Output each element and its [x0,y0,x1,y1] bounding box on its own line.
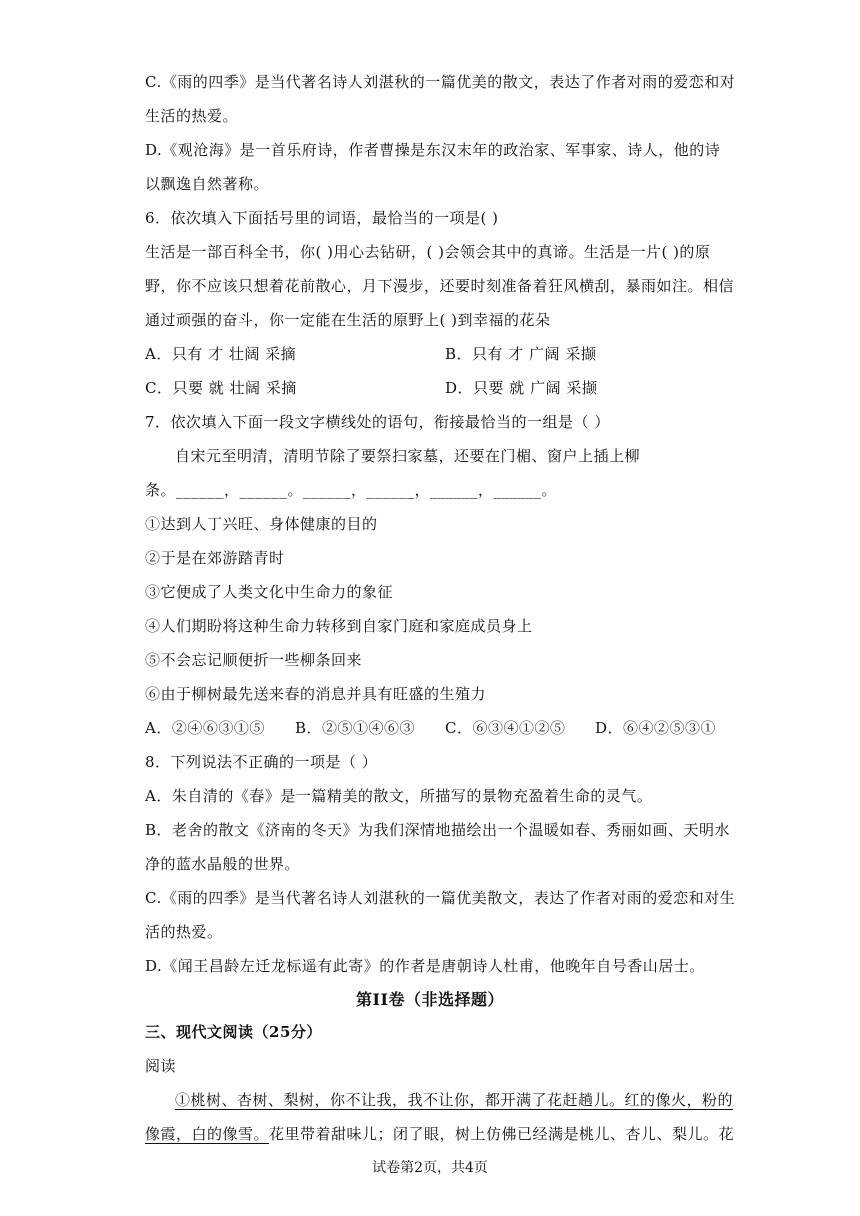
q6-option-c: C．只要 就 壮阔 采摘 [145,379,297,397]
q7-passage-line1: 自宋元至明清，清明节除了要祭扫家墓，还要在门楣、窗户上插上柳 [175,447,641,465]
q5-option-c-line2: 生活的热爱。 [145,107,239,125]
section-heading: 三、现代文阅读（25分） [145,1023,322,1041]
q6-option-a: A．只有 才 壮阔 采摘 [145,345,297,363]
q8-option-b-line1: B．老舍的散文《济南的冬天》为我们深情地描绘出一个温暖如春、秀丽如画、天明水 [145,821,731,839]
q7-option-b: B．②⑤①④⑥③ [295,719,416,737]
q6-passage-line1: 生活是一部百科全书，你( )用心去钻研，( )会领会其中的真谛。生活是一片( )的原 [145,243,711,261]
q8-option-d: D.《闻王昌龄左迁龙标遥有此寄》的作者是唐朝诗人杜甫，他晚年自号香山居士。 [145,957,705,975]
reading-para1-line1 [175,1090,734,1110]
q7-sentence-4: ④人们期盼将这种生命力转移到自家门庭和家庭成员身上 [145,617,533,635]
q8-option-c-line2: 活的热爱。 [145,923,223,941]
q7-passage-line2: 条。______，______。______，______，______，______。 [145,481,558,499]
q8-option-c-line1: C.《雨的四季》是当代著名诗人刘湛秋的一篇优美散文，表达了作者对雨的爱恋和对生 [145,889,736,907]
q8-option-b-line2: 净的蓝水晶般的世界。 [145,855,301,873]
part2-title: 第II卷（非选择题） [356,990,504,1009]
q7-option-a: A．②④⑥③①⑤ [145,719,265,737]
q6-option-b: B．只有 才 广阔 采撷 [445,345,597,363]
q7-sentence-6: ⑥由于柳树最先送来春的消息并具有旺盛的生殖力 [145,685,487,703]
q8-option-a: A．朱自清的《春》是一篇精美的散文，所描写的景物充盈着生命的灵气。 [145,787,653,805]
read-label: 阅读 [145,1057,177,1075]
q6-option-d: D．只要 就 广阔 采撷 [445,379,598,397]
q7-option-c: C．⑥③④①②⑤ [445,719,566,737]
reading-para1-line2 [145,1124,735,1144]
q7-sentence-1: ①达到人丁兴旺、身体健康的目的 [145,515,378,533]
q6-stem: 6．依次填入下面括号里的词语，最恰当的一项是( ) [145,209,499,227]
q7-sentence-2: ②于是在郊游踏青时 [145,549,285,567]
reading-underlined-text: ①桃树、杏树、梨树，你不让我，我不让你，都开满了花赶趟儿。红的像火，粉的 [175,1091,734,1109]
q8-stem: 8．下列说法不正确的一项是（ ） [145,753,378,771]
q5-option-d-line1: D.《观沧海》是一首乐府诗，作者曹操是东汉末年的政治家、军事家、诗人，他的诗 [145,141,721,159]
reading-underlined-text-2: 像霞，白的像雪。 [145,1125,270,1143]
q5-option-d-line2: 以飘逸自然著称。 [145,175,270,193]
q7-option-d: D．⑥④②⑤③① [595,719,717,737]
page-footer: 试卷第2页，共4页 [372,1160,488,1176]
q5-option-c-line1: C.《雨的四季》是当代著名诗人刘湛秋的一篇优美的散文，表达了作者对雨的爱恋和对 [145,73,736,91]
q6-passage-line3: 通过顽强的奋斗，你一定能在生活的原野上( )到幸福的花朵 [145,311,551,329]
q7-sentence-5: ⑤不会忘记顺便折一些柳条回来 [145,651,363,669]
reading-text: 花里带着甜味儿；闭了眼，树上仿佛已经满是桃儿、杏儿、梨儿。花 [269,1125,735,1143]
q7-sentence-3: ③它便成了人类文化中生命力的象征 [145,583,394,601]
q6-passage-line2: 野，你不应该只想着花前散心，月下漫步，还要时刻准备着狂风横刮，暴雨如注。相信 [145,277,735,295]
q7-stem: 7．依次填入下面一段文字横线处的语句，衔接最恰当的一组是（ ） [145,413,610,431]
